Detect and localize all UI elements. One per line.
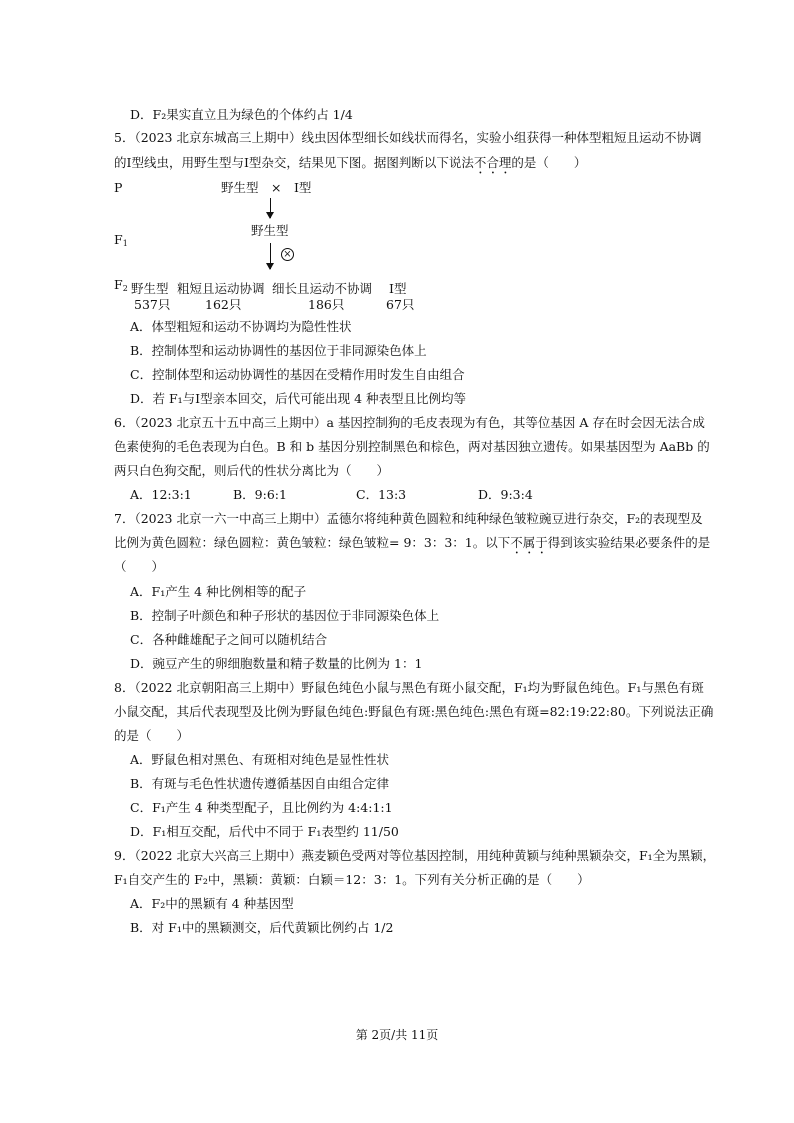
selfing-icon: × — [281, 248, 294, 261]
p-label: P — [114, 180, 123, 195]
f2-label: $F_2$ — [114, 277, 128, 293]
q6-option-a: A．12:3:1 — [130, 487, 192, 502]
q5-stem-line2: 的Ⅰ型线虫，用野生型与Ⅰ型杂交，结果见下图。据图判断以下说法不合理的是（ ） — [114, 155, 587, 170]
q9-option-b: B．对 F₁中的黑颖测交，后代黄颖比例约占 1/2 — [130, 920, 394, 935]
q6-stem-line1: 6．（2023 北京五十五中高三上期中）a 基因控制狗的毛皮表现为有色，其等位基因 A 存在时会因无法合成 — [114, 415, 705, 430]
q5-stem-line1: 5．（2023 北京东城高三上期中）线虫因体型细长如线状而得名，实验小组获得一种体型粗短且运动不协调 — [114, 130, 702, 145]
q6-option-c: C．13:3 — [356, 487, 407, 502]
q6-option-b: B．9:6:1 — [233, 487, 287, 502]
q7-stem-line3: （ ） — [114, 559, 165, 574]
q5-option-d: D．若 F₁与Ⅰ型亲本回交，后代可能出现 4 种表型且比例均等 — [130, 391, 467, 406]
q8-option-b: B．有斑与毛色性状遗传遵循基因自由组合定律 — [130, 776, 390, 791]
q8-option-d: D．F₁相互交配，后代中不同于 F₁表型约 11/50 — [130, 824, 399, 839]
f2-count-1: 537只 — [134, 297, 171, 312]
q9-stem-line2: F₁自交产生的 F₂中，黑颖：黄颖：白颖＝12：3：1。下列有关分析正确的是（ ） — [114, 872, 590, 887]
q9-stem-line1: 9．（2022 北京大兴高三上期中）燕麦颖色受两对等位基因控制，用纯种黄颖与纯种黑颖杂交，F₁全为黑颖， — [114, 848, 716, 863]
f2-phenotype-2: 粗短且运动协调 — [177, 281, 265, 296]
q7-option-c: C．各种雌雄配子之间可以随机结合 — [130, 632, 328, 647]
q8-stem-line2: 小鼠交配，其后代表现型及比例为野鼠色纯色:野鼠色有斑:黑色纯色:黑色有斑=82:19:22:80。下列说法正确 — [114, 704, 714, 719]
q5-option-b: B．控制体型和运动协调性的基因位于非同源染色体上 — [130, 343, 427, 358]
f2-phenotype-4: Ⅰ型 — [389, 281, 407, 296]
arrow-down-icon — [270, 198, 271, 218]
p-cross: 野生型 × Ⅰ型 — [221, 180, 312, 195]
f1-label: $F_1$ — [114, 232, 128, 248]
f2-phenotype-1: 野生型 — [131, 281, 169, 296]
q7-stem-line2: 比例为黄色圆粒：绿色圆粒：黄色皱粒：绿色皱粒= 9：3：3：1。以下不属于得到该实验结果必要条件的是 — [114, 535, 711, 550]
f2-phenotype-3: 细长且运动不协调 — [272, 281, 373, 296]
q7-option-d: D．豌豆产生的卵细胞数量和精子数量的比例为 1：1 — [130, 656, 423, 671]
page-number: 第 2页/共 11页 — [355, 1028, 439, 1042]
q5-option-c: C．控制体型和运动协调性的基因在受精作用时发生自由组合 — [130, 367, 465, 382]
f1-phenotype: 野生型 — [251, 223, 289, 238]
q7-emphasis: 不属于 — [510, 535, 548, 550]
q7-stem-line1: 7．（2023 北京一六一中高三上期中）孟德尔将纯种黄色圆粒和纯种绿色皱粒豌豆进行杂交，F₂的表现型及 — [114, 511, 703, 526]
q8-option-a: A．野鼠色相对黑色、有斑相对纯色是显性性状 — [130, 752, 390, 767]
q7-option-a: A．F₁产生 4 种比例相等的配子 — [130, 584, 307, 599]
q7-option-b: B．控制子叶颜色和种子形状的基因位于非同源染色体上 — [130, 608, 440, 623]
cross-diagram — [0, 0, 794, 320]
q8-stem-line3: 的是（ ） — [114, 728, 190, 743]
q9-option-a: A．F₂中的黑颖有 4 种基因型 — [130, 896, 294, 911]
q8-option-c: C．F₁产生 4 种类型配子，且比例约为 4:4:1:1 — [130, 800, 393, 815]
q6-option-d: D．9:3:4 — [478, 487, 533, 502]
f2-count-4: 67只 — [386, 297, 415, 312]
q5-option-a: A．体型粗短和运动不协调均为隐性性状 — [130, 319, 352, 334]
arrow-down-icon — [270, 243, 271, 269]
f2-count-2: 162只 — [205, 297, 242, 312]
q8-stem-line1: 8．（2022 北京朝阳高三上期中）野鼠色纯色小鼠与黑色有斑小鼠交配，F₁均为野鼠色纯色。F₁与黑色有斑 — [114, 680, 704, 695]
f2-count-3: 186只 — [308, 297, 345, 312]
q4-option-d: D．F₂果实直立且为绿色的个体约占 1/4 — [130, 107, 353, 122]
q6-stem-line3: 两只白色狗交配，则后代的性状分离比为（ ） — [114, 463, 390, 478]
q5-emphasis: 不合理 — [473, 155, 512, 170]
q6-stem-line2: 色素使狗的毛色表现为白色。B 和 b 基因分别控制黑色和棕色，两对基因独立遗传。如果基因型为 AaBb 的 — [114, 439, 710, 454]
